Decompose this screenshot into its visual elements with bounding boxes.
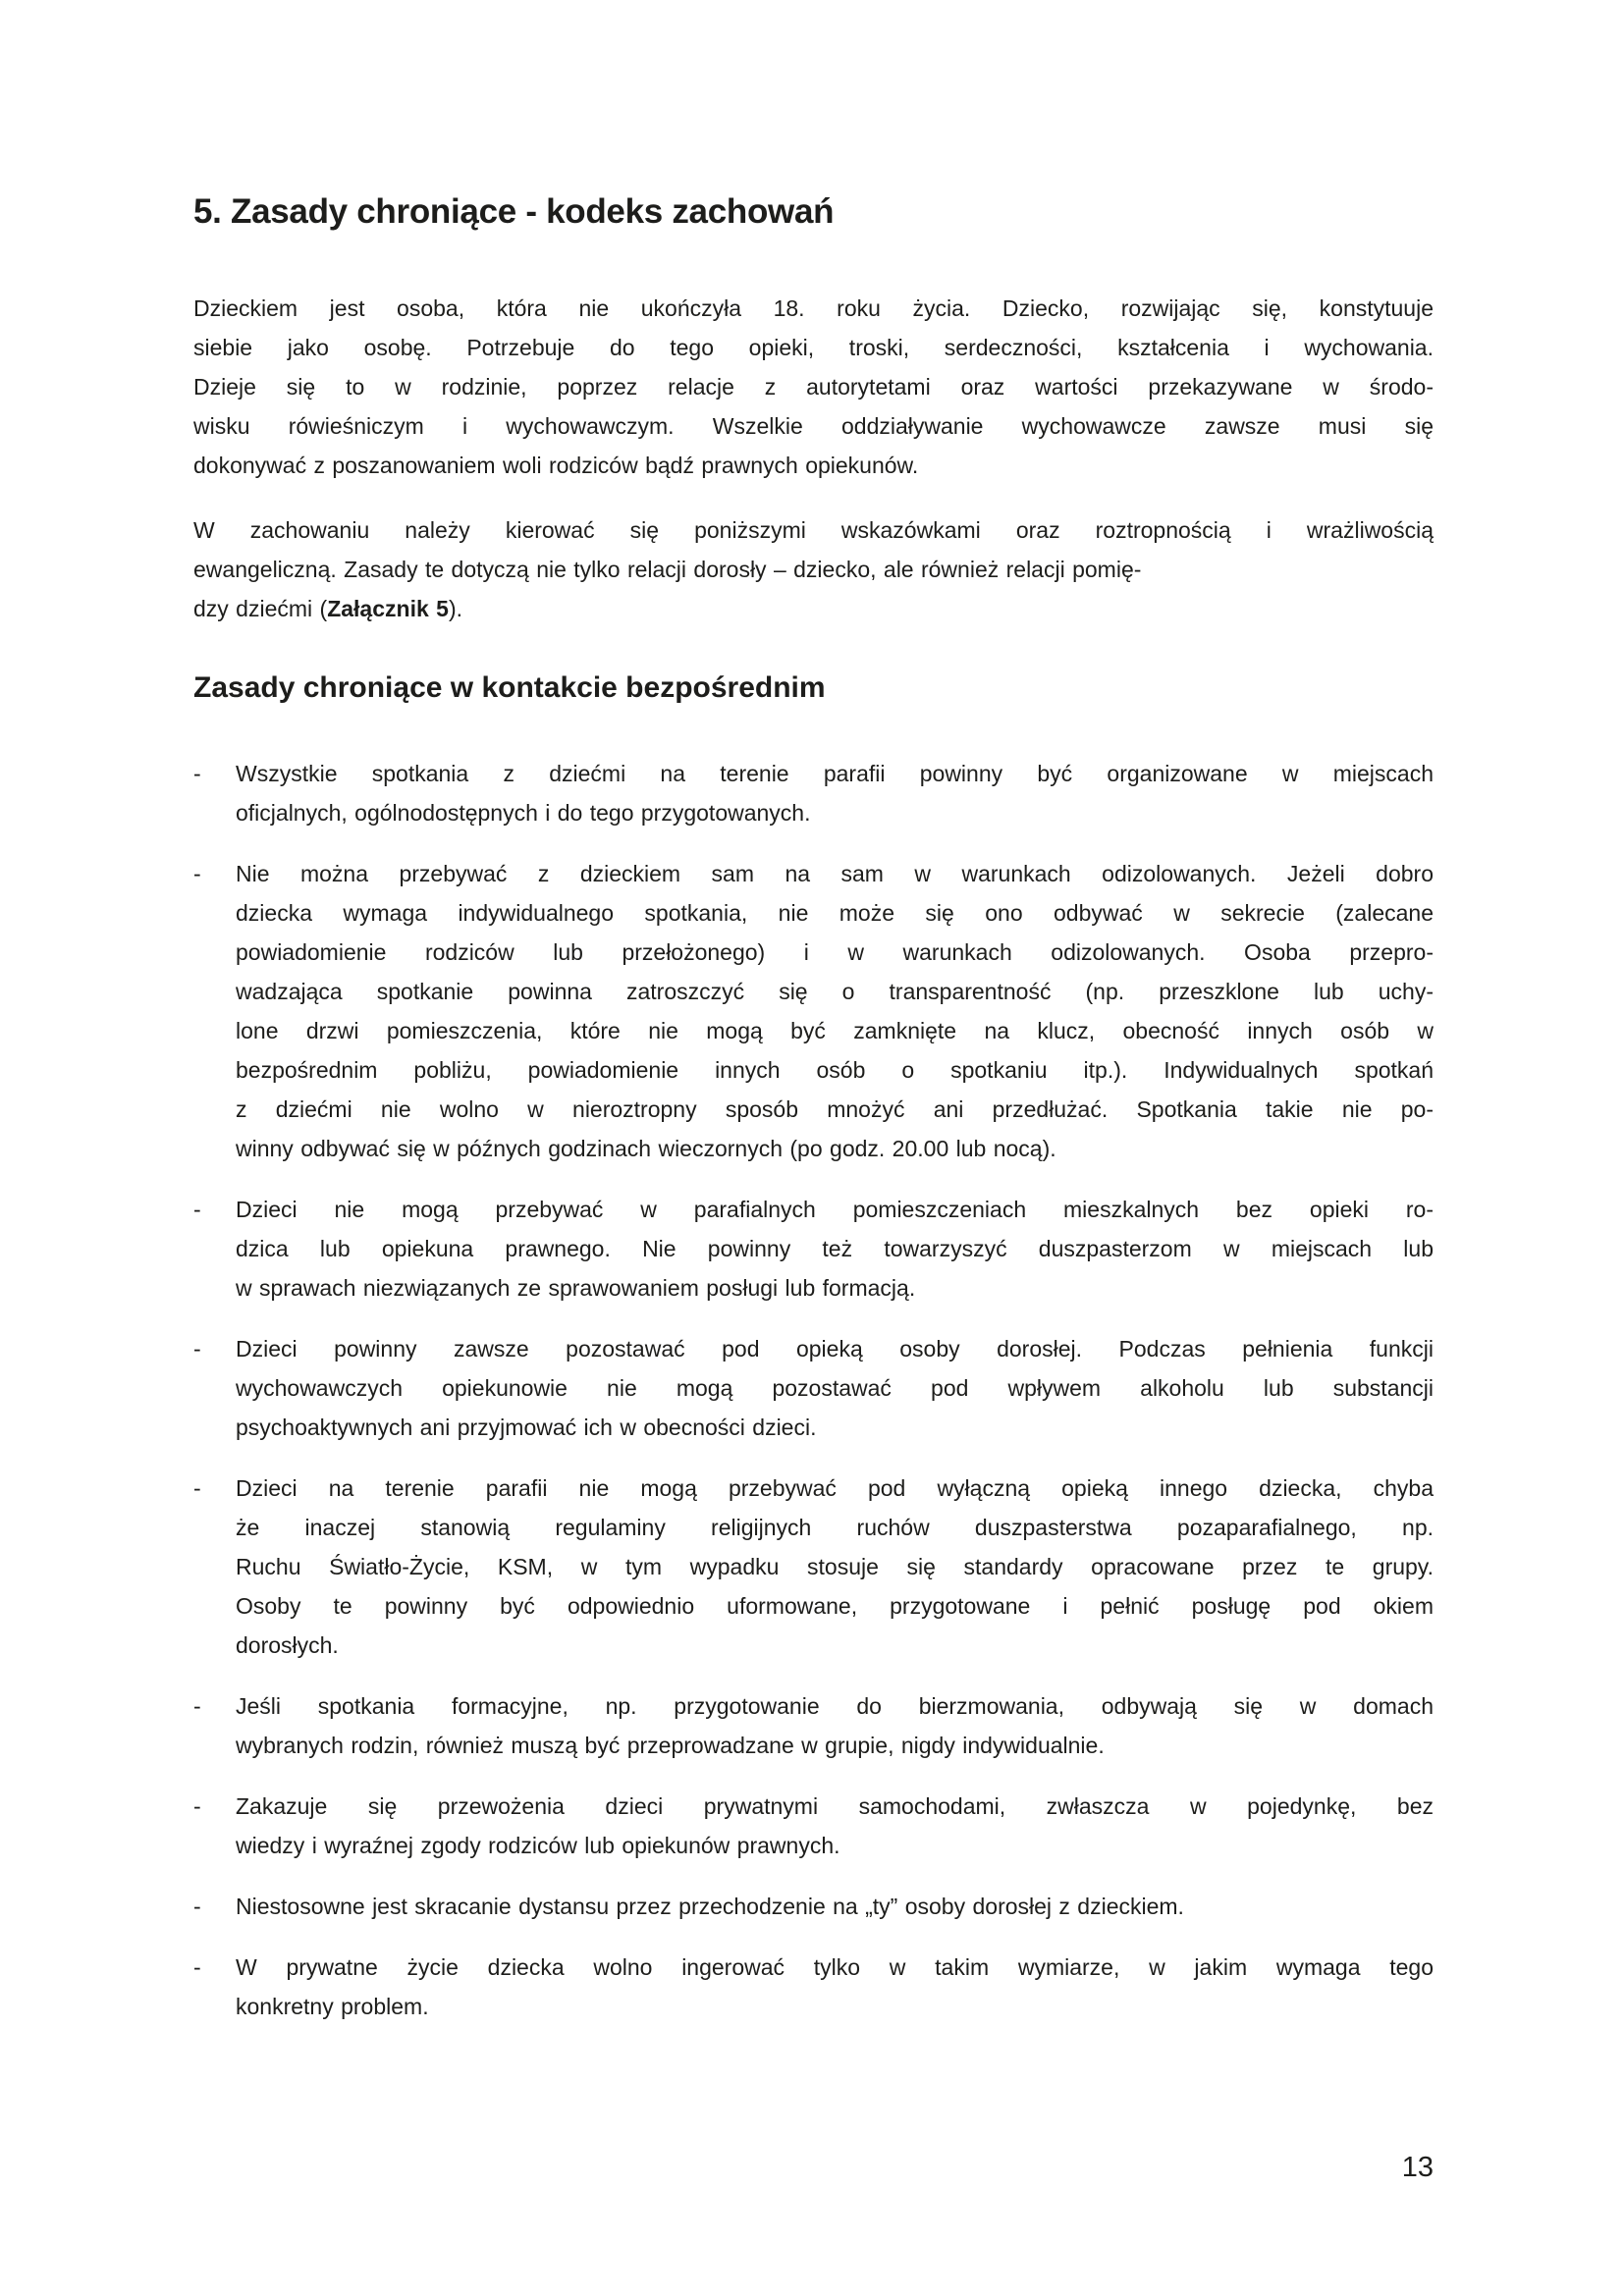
text-line: dzica lub opiekuna prawnego. Nie powinny też towarzyszyć duszpasterzom w miejscach lub	[236, 1236, 1434, 1261]
bullet-marker: -	[193, 861, 201, 886]
list-item-text	[236, 754, 1434, 832]
text-line: W prywatne życie dziecka wolno ingerować tylko w takim wymiarze, w jakim wymaga tego	[236, 1954, 1434, 1980]
attachment-reference: Załącznik 5	[327, 596, 449, 621]
bullet-marker: -	[193, 1197, 201, 1222]
list-item-text	[236, 1468, 1434, 1665]
text-line: siebie jako osobę. Potrzebuje do tego opieki, troski, serdeczności, kształcenia i wychowania.	[193, 335, 1434, 360]
intro-paragraph-2-last-line	[193, 589, 1434, 628]
text-line: że inaczej stanowią regulaminy religijnych ruchów duszpasterstwa pozaparafialnego, np.	[236, 1515, 1434, 1540]
list-item-text	[236, 1948, 1434, 2026]
list-item-text	[236, 1887, 1434, 1926]
list-item-text	[236, 854, 1434, 1168]
text-line: winny odbywać się w późnych godzinach wieczornych (po godz. 20.00 lub nocą).	[236, 1136, 1056, 1161]
text-line: Wszystkie spotkania z dziećmi na terenie parafii powinny być organizowane w miejscach	[236, 761, 1434, 786]
text-line: z dziećmi nie wolno w nieroztropny sposób mnożyć ani przedłużać. Spotkania takie nie po-	[236, 1096, 1434, 1122]
text-line: W zachowaniu należy kierować się poniższymi wskazówkami oraz roztropnością i wrażliwością	[193, 517, 1434, 543]
list-item	[193, 754, 1434, 832]
text-line: psychoaktywnych ani przyjmować ich w obecności dzieci.	[236, 1415, 817, 1440]
text-line: wisku rówieśniczym i wychowawczym. Wszelkie oddziaływanie wychowawcze zawsze musi się	[193, 413, 1434, 439]
text-line: Dzieci powinny zawsze pozostawać pod opieką osoby dorosłej. Podczas pełnienia funkcji	[236, 1336, 1434, 1362]
text-line: powiadomienie rodziców lub przełożonego) i w warunkach odizolowanych. Osoba przepro-	[236, 939, 1434, 965]
text-line: w sprawach niezwiązanych ze sprawowaniem posługi lub formacją.	[236, 1275, 916, 1301]
list-item	[193, 1468, 1434, 1665]
text-line: Dzieci nie mogą przebywać w parafialnych pomieszczeniach mieszkalnych bez opieki ro-	[236, 1197, 1434, 1222]
bullet-marker: -	[193, 1954, 201, 1980]
text-line: Jeśli spotkania formacyjne, np. przygotowanie do bierzmowania, odbywają się w domach	[236, 1693, 1434, 1719]
text-line: oficjalnych, ogólnodostępnych i do tego przygotowanych.	[236, 800, 811, 826]
bullet-marker: -	[193, 1475, 201, 1501]
bullet-marker: -	[193, 1793, 201, 1819]
text-line: wychowawczych opiekunowie nie mogą pozostawać pod wpływem alkoholu lub substancji	[236, 1375, 1434, 1401]
list-item-text	[236, 1190, 1434, 1308]
bullet-marker: -	[193, 761, 201, 786]
list-item	[193, 1887, 1434, 1926]
text-line: Nie można przebywać z dzieckiem sam na sam w warunkach odizolowanych. Jeżeli dobro	[236, 861, 1434, 886]
text-line: dziecka wymaga indywidualnego spotkania, nie może się ono odbywać w sekrecie (zalecane	[236, 900, 1434, 926]
list-item	[193, 1948, 1434, 2026]
list-item	[193, 1329, 1434, 1447]
bullet-marker: -	[193, 1894, 201, 1919]
text-line: dokonywać z poszanowaniem woli rodziców bądź prawnych opiekunów.	[193, 453, 919, 478]
text-line: wadzająca spotkanie powinna zatroszczyć się o transparentność (np. przeszklone lub uchy-	[236, 979, 1434, 1004]
text-line: Dzieci na terenie parafii nie mogą przebywać pod wyłączną opieką innego dziecka, chyba	[236, 1475, 1434, 1501]
list-item-text	[236, 1329, 1434, 1447]
text-line: ewangeliczną. Zasady te dotyczą nie tylko relacji dorosły – dziecko, ale również relacji pomię-	[193, 557, 1142, 582]
bullet-marker: -	[193, 1693, 201, 1719]
list-item	[193, 1787, 1434, 1865]
text-line: Ruchu Światło-Życie, KSM, w tym wypadku stosuje się standardy opracowane przez te grupy.	[236, 1554, 1434, 1579]
list-item-text	[236, 1787, 1434, 1865]
text-line: lone drzwi pomieszczenia, które nie mogą być zamknięte na klucz, obecność innych osób w	[236, 1018, 1434, 1043]
text-line: konkretny problem.	[236, 1994, 429, 2019]
section-heading: Zasady chroniące w kontakcie bezpośrednim	[193, 671, 826, 704]
text-line: Osoby te powinny być odpowiednio uformowane, przygotowane i pełnić posługę pod okiem	[236, 1593, 1434, 1619]
text-line: Dzieje się to w rodzinie, poprzez relacje z autorytetami oraz wartości przekazywane w środo-	[193, 374, 1434, 400]
intro-paragraph-2	[193, 510, 1434, 628]
attachment-reference-pre: dzy dziećmi (	[193, 596, 328, 621]
attachment-reference-post: ).	[448, 596, 462, 621]
rules-list	[193, 754, 1434, 2026]
text-line: Niestosowne jest skracanie dystansu przez przechodzenie na „ty” osoby dorosłej z dzieckiem.	[236, 1894, 1184, 1919]
bullet-marker: -	[193, 1336, 201, 1362]
text-line: wiedzy i wyraźnej zgody rodziców lub opiekunów prawnych.	[236, 1833, 840, 1858]
list-item	[193, 854, 1434, 1168]
list-item-text	[236, 1686, 1434, 1765]
text-line: wybranych rodzin, również muszą być przeprowadzane w grupie, nigdy indywidualnie.	[236, 1733, 1105, 1758]
text-line: Zakazuje się przewożenia dzieci prywatnymi samochodami, zwłaszcza w pojedynkę, bez	[236, 1793, 1434, 1819]
text-line: Dzieckiem jest osoba, która nie ukończyła 18. roku życia. Dziecko, rozwijając się, konstytuuje	[193, 295, 1434, 321]
list-item	[193, 1190, 1434, 1308]
page-number: 13	[1401, 2152, 1434, 2183]
intro-paragraph-1	[193, 289, 1434, 485]
list-item	[193, 1686, 1434, 1765]
page-title: 5. Zasady chroniące - kodeks zachowań	[193, 192, 835, 231]
text-line: bezpośrednim pobliżu, powiadomienie innych osób o spotkaniu itp.). Indywidualnych spotkań	[236, 1057, 1434, 1083]
text-line: dorosłych.	[236, 1632, 339, 1658]
intro-paragraph-2-wrapped-lines	[193, 510, 1434, 589]
